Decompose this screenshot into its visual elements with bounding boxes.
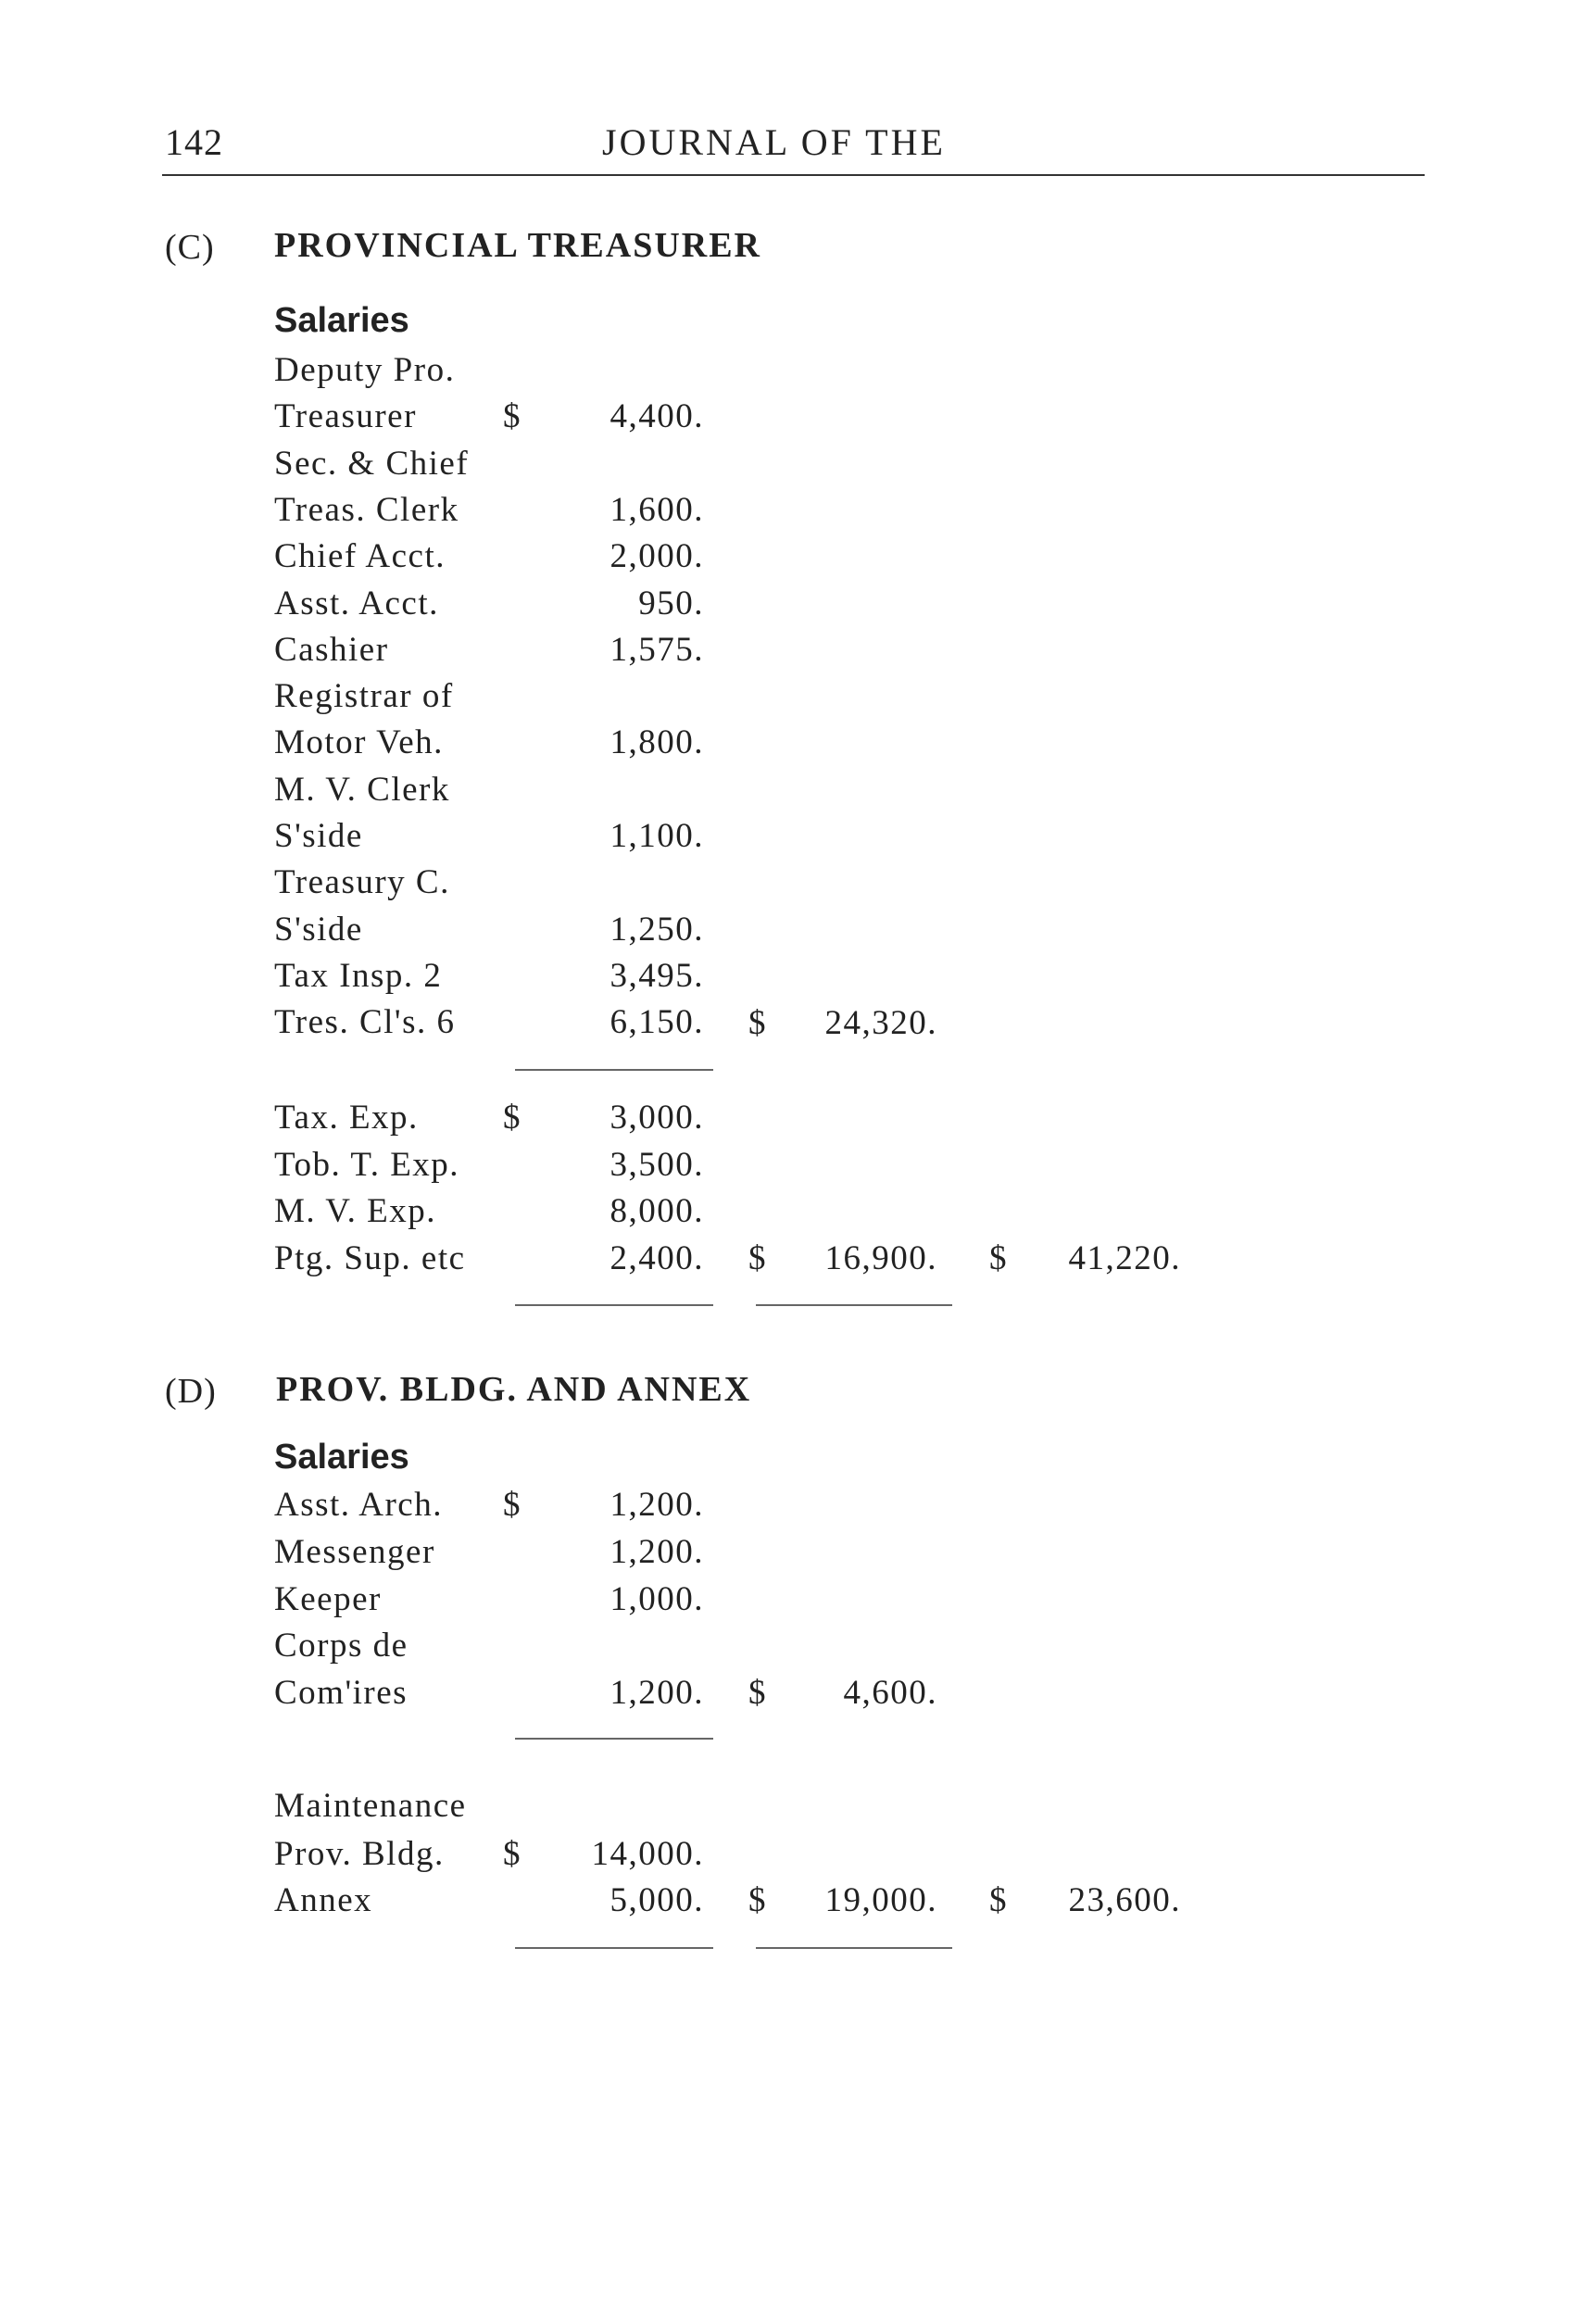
ledger-row-amount: 1,100. (609, 817, 704, 855)
section-d-salaries-sum-rule (515, 1738, 713, 1740)
ledger-row-label: M. V. Exp. (274, 1192, 437, 1231)
ledger-row-amount: 6,150. (609, 1003, 704, 1042)
ledger-row-amount: 1,200. (609, 1532, 704, 1571)
ledger-row-amount: 8,000. (609, 1192, 704, 1231)
section-d-maintenance-total: 19,000. (824, 1881, 937, 1919)
section-c-salaries-total: 24,320. (824, 1004, 937, 1042)
ledger-row-label: Motor Veh. (274, 723, 444, 762)
ledger-row-dollar: $ (503, 1099, 522, 1137)
ledger-row-amount: 14,000. (591, 1835, 704, 1873)
section-d-salaries-heading: Salaries (274, 1438, 409, 1477)
ledger-row-label: Asst. Arch. (274, 1486, 443, 1524)
ledger-row-label: S'side (274, 910, 363, 949)
section-d-grand-total-dollar: $ (989, 1881, 1008, 1919)
ledger-row-label: Corps de (274, 1627, 408, 1665)
ledger-row-amount: 1,250. (609, 910, 704, 949)
section-c-salaries-total-dollar: $ (748, 1004, 767, 1042)
ledger-row-amount: 1,800. (609, 723, 704, 762)
ledger-row-label: S'side (274, 817, 363, 855)
ledger-row-label: M. V. Clerk (274, 770, 450, 809)
ledger-row-label: Sec. & Chief (274, 444, 470, 483)
section-d-maintenance-total-dollar: $ (748, 1881, 767, 1919)
ledger-row-dollar: $ (503, 1835, 522, 1873)
section-d-letter: (D) (165, 1372, 217, 1411)
ledger-row-label: Chief Acct. (274, 537, 446, 576)
section-c-title: PROVINCIAL TREASURER (274, 226, 762, 265)
section-c-expenses-total: 16,900. (824, 1239, 937, 1277)
section-c-expenses-sum-rule (515, 1304, 713, 1306)
page-number: 142 (165, 121, 223, 163)
section-c-expenses-total-rule (756, 1304, 952, 1306)
section-d-salaries-total: 4,600. (843, 1674, 937, 1712)
page-title: JOURNAL OF THE (602, 121, 946, 163)
ledger-row-label: Ptg. Sup. etc (274, 1239, 466, 1278)
ledger-row-label: Tres. Cl's. 6 (274, 1003, 456, 1042)
ledger-row-label: Deputy Pro. (274, 351, 456, 389)
ledger-row-label: Cashier (274, 630, 389, 669)
ledger-row-label: Treasury C. (274, 863, 450, 902)
section-d-maintenance-total-rule (756, 1947, 952, 1949)
ledger-row-amount: 1,575. (609, 630, 704, 669)
ledger-row-label: Tax Insp. 2 (274, 956, 443, 995)
ledger-row-amount: 4,400. (609, 397, 704, 436)
ledger-row-label: Treas. Clerk (274, 490, 459, 529)
section-d-grand-total: 23,600. (1068, 1881, 1181, 1919)
section-c-salaries-sum-rule (515, 1069, 713, 1071)
ledger-row-label: Tob. T. Exp. (274, 1145, 460, 1184)
ledger-row-amount: 1,200. (609, 1486, 704, 1524)
ledger-row-amount: 3,000. (609, 1099, 704, 1137)
section-d-salaries-total-dollar: $ (748, 1674, 767, 1712)
ledger-row-amount: 3,500. (609, 1145, 704, 1184)
ledger-row-label: Prov. Bldg. (274, 1835, 445, 1873)
section-c-grand-total-dollar: $ (989, 1239, 1008, 1277)
section-c-grand-total: 41,220. (1068, 1239, 1181, 1277)
ledger-row-amount: 1,000. (609, 1579, 704, 1618)
ledger-row-label: Registrar of (274, 677, 454, 716)
ledger-row-label: Asst. Acct. (274, 584, 439, 622)
ledger-row-amount: 2,000. (609, 537, 704, 576)
section-c-letter: (C) (165, 228, 215, 267)
ledger-row-label: Treasurer (274, 397, 417, 436)
ledger-row-label: Com'ires (274, 1674, 408, 1713)
section-d-title: PROV. BLDG. AND ANNEX (276, 1370, 752, 1409)
ledger-row-label: Keeper (274, 1579, 382, 1618)
ledger-row-dollar: $ (503, 1486, 522, 1524)
section-d-maintenance-sum-rule (515, 1947, 713, 1949)
ledger-row-amount: 1,600. (609, 490, 704, 529)
ledger-row-label: Tax. Exp. (274, 1099, 419, 1137)
section-c-expenses-total-dollar: $ (748, 1239, 767, 1277)
ledger-row-amount: 2,400. (609, 1239, 704, 1278)
ledger-row-amount: 1,200. (609, 1674, 704, 1713)
ledger-row-amount: 5,000. (609, 1881, 704, 1919)
ledger-row-amount: 3,495. (609, 956, 704, 995)
section-c-salaries-heading: Salaries (274, 301, 409, 340)
ledger-row-label: Messenger (274, 1532, 435, 1571)
ledger-row-amount: 950. (638, 584, 704, 622)
ledger-row-label: Annex (274, 1881, 373, 1919)
ledger-row-dollar: $ (503, 397, 522, 436)
section-d-maintenance-heading: Maintenance (274, 1787, 467, 1825)
header-rule (162, 174, 1425, 176)
